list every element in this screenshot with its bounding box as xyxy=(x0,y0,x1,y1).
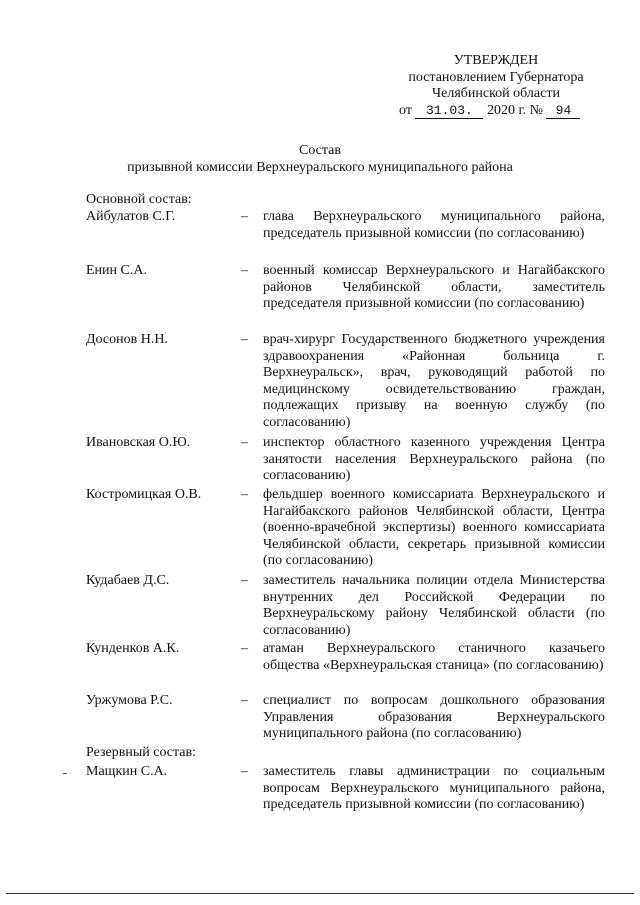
member-dash: – xyxy=(241,764,248,779)
member-role: заместитель главы администрации по социальным вопросам Верхнеуральского муниципального района, председатель призывной комиссии (по согласованию) xyxy=(263,764,605,812)
document-number: 94 xyxy=(546,104,580,119)
member-name: Айбулатов С.Г. xyxy=(86,209,176,224)
page-bottom-rule xyxy=(6,893,634,894)
reserve-composition-label: Резервный состав: xyxy=(86,745,197,760)
member-dash: – xyxy=(241,209,248,224)
member-dash: – xyxy=(241,487,248,502)
member-role: врач-хирург Государственного бюджетного учреждения здравоохранения «Районная больница г. Верхнеуральск», врач, руководящий работой по медицинскому освидетельствованию граждан, подлежащих призыву на военную службу (по согласованию) xyxy=(263,332,605,430)
approval-date-line xyxy=(399,103,596,120)
approval-decree-line: постановлением Губернатора xyxy=(408,69,584,85)
approval-block xyxy=(396,53,596,119)
date-prefix: от xyxy=(399,102,412,118)
date-value: 31.03. xyxy=(415,104,483,119)
member-name: Кудабаев Д.С. xyxy=(86,573,170,588)
member-role: глава Верхнеуральского муниципального района, председатель призывной комиссии (по согласованию) xyxy=(263,209,605,241)
member-name: Уржумова Р.С. xyxy=(86,693,173,708)
title-line-1: Состав xyxy=(298,143,341,158)
margin-mark xyxy=(63,773,67,774)
year-number-label: 2020 г. № xyxy=(486,102,543,118)
member-dash: – xyxy=(241,693,248,708)
member-dash: – xyxy=(241,332,248,347)
approval-region-line: Челябинской области xyxy=(432,86,560,101)
document-title xyxy=(0,143,640,176)
member-dash: – xyxy=(241,263,248,278)
title-line-2: призывной комиссии Верхнеуральского муниципального района xyxy=(127,159,513,175)
member-name: Мащкин С.А. xyxy=(86,764,168,779)
member-name: Ивановская О.Ю. xyxy=(86,435,191,450)
member-role: атаман Верхнеуральского станичного казачьего общества «Верхнеуральская станица» (по согласованию) xyxy=(263,641,605,673)
member-name: Досонов Н.Н. xyxy=(86,332,168,347)
member-role: военный комиссар Верхнеуральского и Нагайбакского районов Челябинской области, заместитель председателя призывной комиссии (по согласованию) xyxy=(263,263,605,311)
member-name: Костромицкая О.В. xyxy=(86,487,202,502)
member-dash: – xyxy=(241,641,248,656)
approval-heading: УТВЕРЖДЕН xyxy=(453,53,539,68)
member-dash: – xyxy=(241,435,248,450)
member-role: фельдшер военного комиссариата Верхнеуральского и Нагайбакского районов Челябинской области, Центра (военно-врачебной экспертизы) военного комиссариата Челябинской области, секретарь призывной комиссии (по согласованию) xyxy=(263,487,605,568)
member-name: Енин С.А. xyxy=(86,263,147,278)
member-role: инспектор областного казенного учреждения Центра занятости населения Верхнеуральского района (по согласованию) xyxy=(263,435,605,483)
main-composition-label: Основной состав: xyxy=(86,192,192,207)
member-dash: – xyxy=(241,573,248,588)
member-role: заместитель начальника полиции отдела Министерства внутренних дел Российской Федерации по Верхнеуральскому району Челябинской области (по согласованию) xyxy=(263,573,605,638)
member-name: Кунденков А.К. xyxy=(86,641,180,656)
member-role: специалист по вопросам дошкольного образования Управления образования Верхнеуральского муниципального района (по согласованию) xyxy=(263,693,605,741)
